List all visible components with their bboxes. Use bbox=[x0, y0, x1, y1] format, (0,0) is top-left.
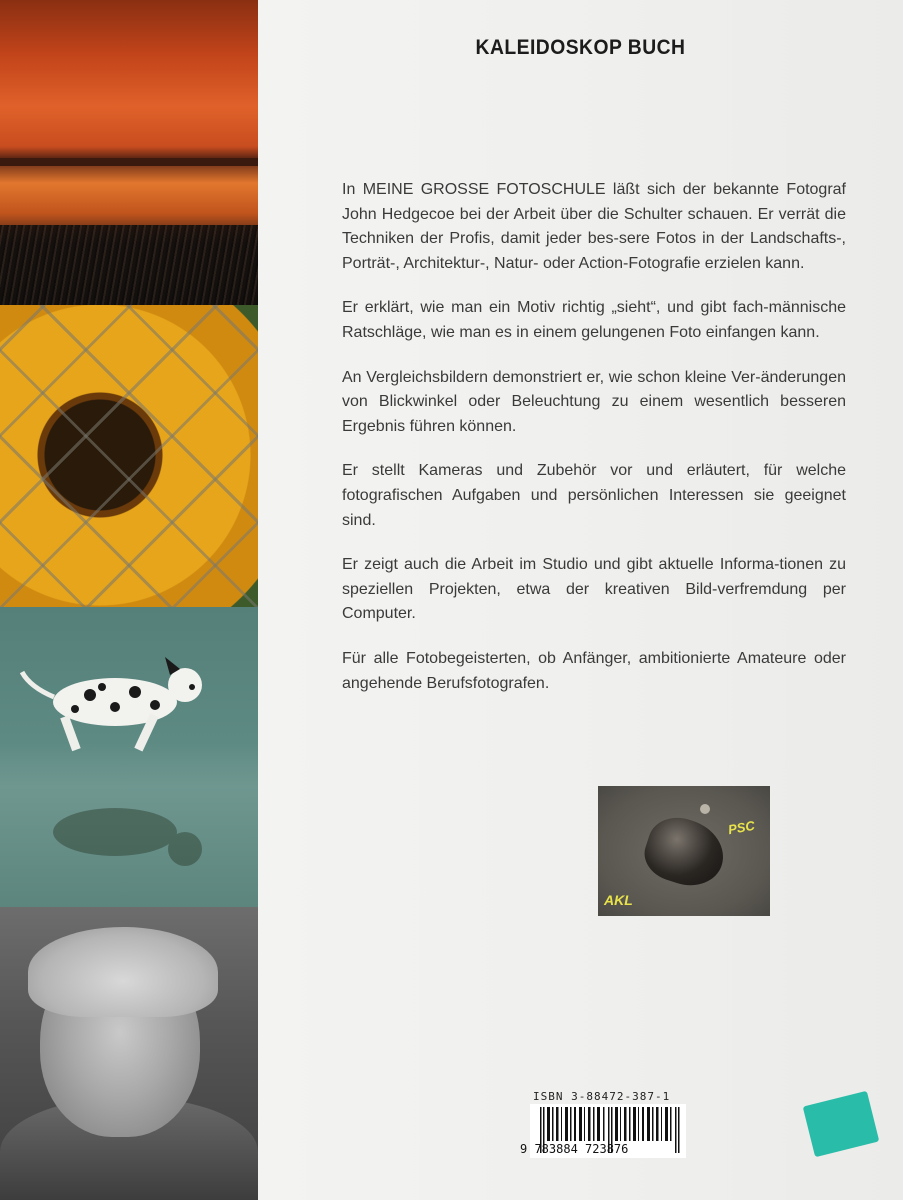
blurb-paragraph: In MEINE GROSSE FOTOSCHULE läßt sich der bekannte Fotograf John Hedgecoe bei der Arbeit über die Schulter schauen. Er verrät die Techniken der Profis, damit jeder bes-sere Fotos in der Landschafts-, Porträt-, Architektur-, Natur- oder Action-Fotografie erzielen kann. bbox=[342, 181, 846, 272]
dalmatian-reflection-photo bbox=[0, 607, 258, 907]
tape-strip bbox=[803, 1091, 880, 1157]
seller-sticker-photo bbox=[598, 786, 770, 916]
dalmatian-icon bbox=[20, 647, 220, 757]
sticker-tag-top: PSC bbox=[726, 817, 756, 838]
ean-digits: 9 783884 723876 bbox=[520, 1142, 629, 1156]
blurb-text bbox=[342, 178, 846, 716]
stone-icon bbox=[638, 810, 732, 895]
sunflower-fence-photo bbox=[0, 305, 258, 607]
sticker-tag-bottom: AKL bbox=[604, 892, 633, 908]
sunset-lake-photo bbox=[0, 0, 258, 305]
pebble-icon bbox=[700, 804, 710, 814]
blurb-paragraph: Für alle Fotobegeisterten, ob Anfänger, ambitionierte Amateure oder angehende Berufsfotografen. bbox=[342, 649, 846, 692]
blurb-paragraph: Er stellt Kameras und Zubehör vor und erläutert, für welche fotografischen Aufgaben und persönlichen Interessen sie geeignet sind. bbox=[342, 462, 846, 529]
dalmatian-reflection-icon bbox=[20, 777, 220, 887]
photo-strip bbox=[0, 0, 258, 1200]
blurb-paragraph: Er erklärt, wie man ein Motiv richtig „sieht“, und gibt fach-männische Ratschläge, wie man es in einem gelungenen Foto einfangen kann. bbox=[342, 299, 846, 341]
blurb-paragraph: An Vergleichsbildern demonstriert er, wie schon kleine Ver-änderungen von Blickwinkel oder Beleuchtung zu einem wesentlich besseren Ergebnis führen können. bbox=[342, 368, 846, 435]
isbn-label: ISBN 3-88472-387-1 bbox=[533, 1090, 671, 1103]
publisher-series-title: KALEIDOSKOP BUCH bbox=[475, 36, 686, 59]
elderly-woman-portrait-photo bbox=[0, 907, 258, 1200]
blurb-paragraph: Er zeigt auch die Arbeit im Studio und gibt aktuelle Informa-tionen zu speziellen Projekten, etwa der kreativen Bild-verfremdung per Computer. bbox=[342, 556, 846, 623]
